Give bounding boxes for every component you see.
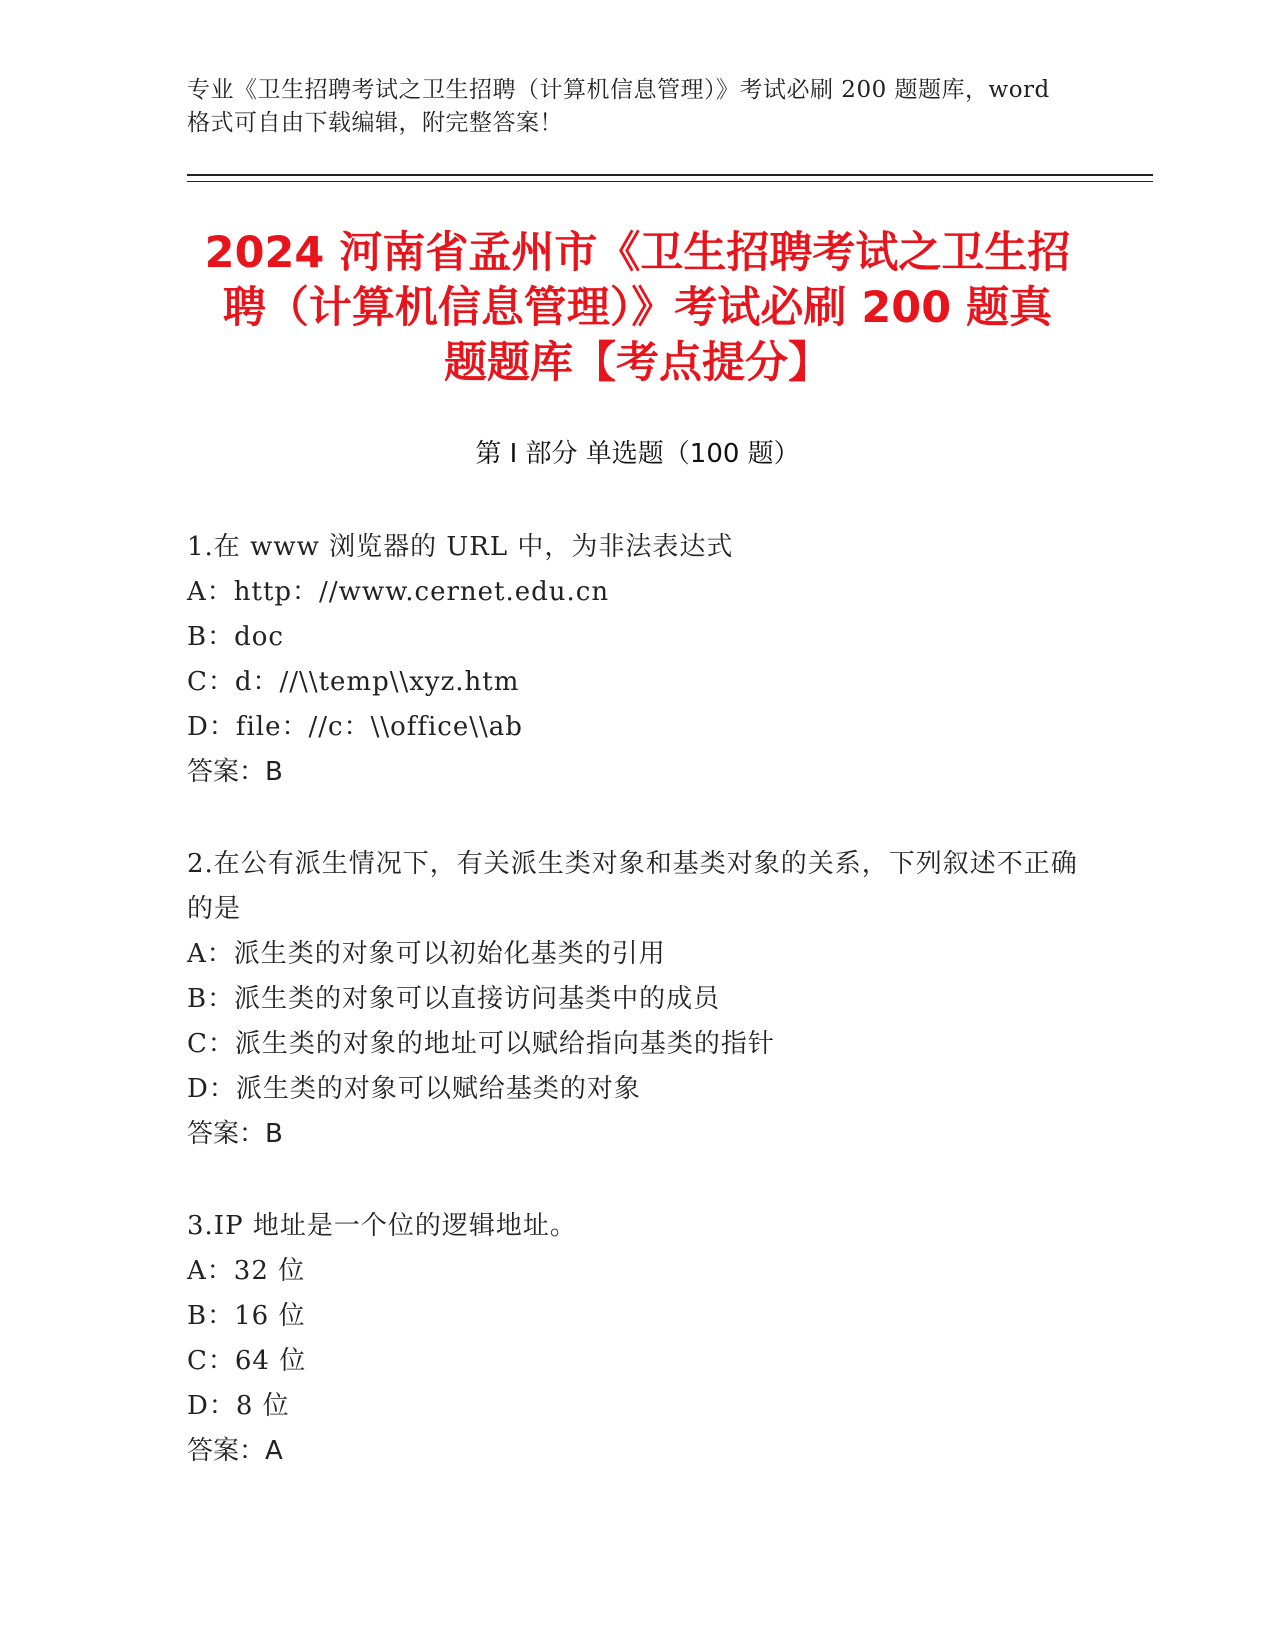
document-title-line-3: 题题库【考点提分】 bbox=[444, 338, 831, 388]
option-a: A：派生类的对象可以初始化基类的引用 bbox=[187, 939, 666, 969]
question-3 bbox=[187, 1204, 1087, 1474]
option-d: D：8 位 bbox=[187, 1391, 290, 1421]
option-b: B：doc bbox=[187, 622, 284, 652]
header-divider-thick bbox=[187, 174, 1153, 176]
answer: 答案：B bbox=[187, 757, 283, 787]
header-note-line-1: 专业《卫生招聘考试之卫生招聘（计算机信息管理）》考试必刷 200 题题库，word bbox=[187, 77, 1050, 103]
option-b: B：16 位 bbox=[187, 1301, 306, 1331]
document-title-line-1: 2024 河南省孟州市《卫生招聘考试之卫生招 bbox=[204, 228, 1071, 278]
question-stem: 1.在 www 浏览器的 URL 中，为非法表达式 bbox=[187, 532, 734, 562]
option-d: D：派生类的对象可以赋给基类的对象 bbox=[187, 1074, 641, 1104]
header-divider-thin bbox=[187, 181, 1153, 182]
option-d: D：file：//c：\\office\\ab bbox=[187, 712, 523, 742]
option-a: A：http：//www.cernet.edu.cn bbox=[187, 577, 610, 607]
question-stem: 2.在公有派生情况下，有关派生类对象和基类对象的关系，下列叙述不正确的是 bbox=[187, 849, 1078, 924]
answer: 答案：A bbox=[187, 1436, 283, 1466]
option-c: C：64 位 bbox=[187, 1346, 307, 1376]
question-1 bbox=[187, 525, 1087, 795]
option-c: C：派生类的对象的地址可以赋给指向基类的指针 bbox=[187, 1029, 775, 1059]
section-heading: 第 I 部分 单选题（100 题） bbox=[475, 439, 800, 469]
document-title-line-2: 聘（计算机信息管理）》考试必刷 200 题真 bbox=[222, 283, 1053, 333]
option-c: C：d：//\\temp\\xyz.htm bbox=[187, 667, 520, 697]
option-a: A：32 位 bbox=[187, 1256, 306, 1286]
header-note bbox=[187, 74, 1087, 140]
question-stem: 3.IP 地址是一个位的逻辑地址。 bbox=[187, 1211, 577, 1241]
option-b: B：派生类的对象可以直接访问基类中的成员 bbox=[187, 984, 721, 1014]
question-2 bbox=[187, 842, 1087, 1157]
answer: 答案：B bbox=[187, 1119, 283, 1149]
header-note-line-2: 格式可自由下载编辑，附完整答案！ bbox=[187, 110, 563, 136]
document-title bbox=[170, 226, 1105, 391]
